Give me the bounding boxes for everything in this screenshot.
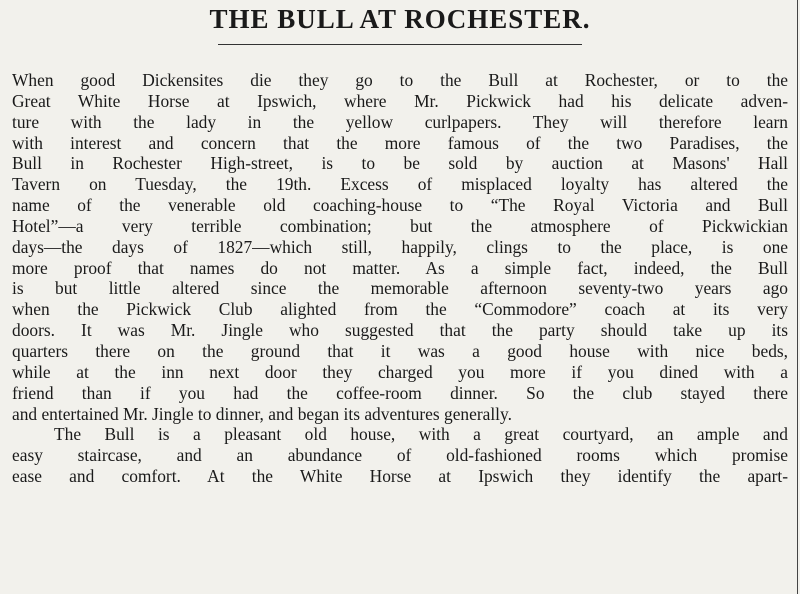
headline-divider <box>218 44 582 45</box>
text-line: Hotel”—a very terrible combination; but the atmosphere of Pickwickian <box>12 215 788 236</box>
text-line: Bull in Rochester High-street, is to be sold by auction at Masons' Hall <box>12 153 788 174</box>
text-line: with interest and concern that the more famous of the two Paradises, the <box>12 132 788 153</box>
text-line: Great White Horse at Ipswich, where Mr. Pickwick had his delicate adven- <box>12 90 788 111</box>
paragraph-2 <box>12 424 788 487</box>
text-line: is but little altered since the memorable afternoon seventy-two years ago <box>12 278 788 299</box>
text-line: easy staircase, and an abundance of old-fashioned rooms which promise <box>12 445 788 466</box>
text-line: When good Dickensites die they go to the Bull at Rochester, or to the <box>12 70 788 90</box>
paragraph-1 <box>12 70 788 424</box>
text-line: name of the venerable old coaching-house to “The Royal Victoria and Bull <box>12 195 788 216</box>
text-line: ease and comfort. At the White Horse at Ipswich they identify the apart- <box>12 466 788 487</box>
text-line: days—the days of 1827—which still, happily, clings to the place, is one <box>12 236 788 257</box>
text-line: more proof that names do not matter. As a simple fact, indeed, the Bull <box>12 257 788 278</box>
text-line: and entertained Mr. Jingle to dinner, and began its adventures generally. <box>12 403 512 424</box>
text-line: while at the inn next door they charged you more if you dined with a <box>12 361 788 382</box>
text-line: The Bull is a pleasant old house, with a great courtyard, an ample and <box>54 424 788 445</box>
text-line: doors. It was Mr. Jingle who suggested that the party should take up its <box>12 320 788 341</box>
text-line: when the Pickwick Club alighted from the “Commodore” coach at its very <box>12 299 788 320</box>
text-line: ture with the lady in the yellow curlpapers. They will therefore learn <box>12 111 788 132</box>
headline: THE BULL AT ROCHESTER. <box>209 4 591 34</box>
text-line: Tavern on Tuesday, the 19th. Excess of misplaced loyalty has altered the <box>12 174 788 195</box>
article-body <box>12 70 788 487</box>
text-line: friend than if you had the coffee-room dinner. So the club stayed there <box>12 382 788 403</box>
column-rule <box>797 0 798 594</box>
text-line: quarters there on the ground that it was a good house with nice beds, <box>12 340 788 361</box>
